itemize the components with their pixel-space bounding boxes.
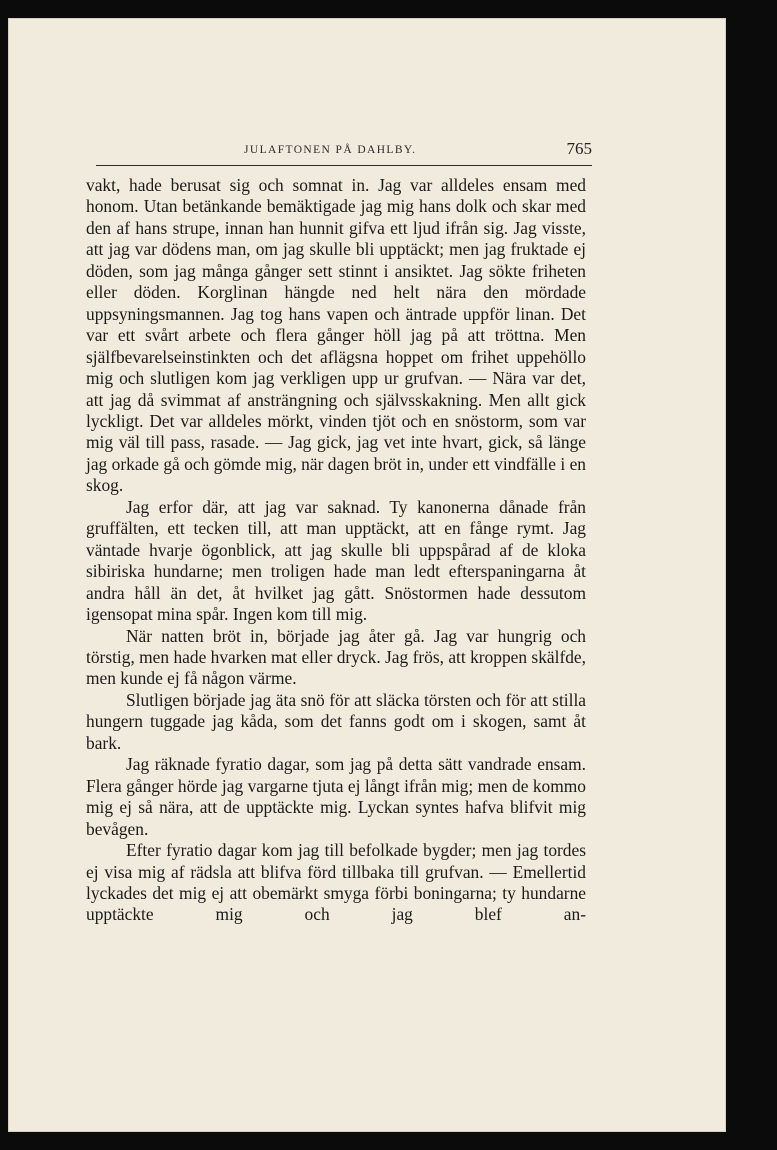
paragraph: vakt, hade berusat sig och somnat in. Jag var alldeles ensam med honom. Utan betänkande bemäktigade jag mig hans dolk och skar med den af hans strupe, innan han hunnit gifva ett ljud ifrån sig. Jag visste, att jag var dödens man, om jag skulle bli upptäckt; men jag fruktade ej döden, som jag många gånger sett stinnt i ansiktet. Jag sökte friheten eller döden. Korglinan hängde ned helt nära den mördade uppsyningsmannen. Jag tog hans vapen och äntrade uppför linan. Det var ett svårt arbete och flera gånger höll jag på att tröttna. Men själfbevarelseinstinkten och det aflägsna hoppet om frihet uppehöllo mig och slutligen kom jag verkligen upp ur grufvan. — Nära var det, att jag då svimmat af ansträngning och självsskakning. Men allt gick lyckligt. Det var alldeles mörkt, vinden tjöt och en snöstorm, som var mig väl till pass, rasade. — Jag gick, jag vet inte hvart, gick, så länge jag orkade gå och gömde mig, när dagen bröt in, under ett vindfälle i en skog. xyxy=(86,175,586,496)
book-page xyxy=(8,18,726,1132)
paragraph: Jag erfor där, att jag var saknad. Ty kanonerna dånade från gruffälten, ett tecken till, att man upptäckt, att en fånge rymt. Jag väntade hvarje ögonblick, att jag skulle bli uppspårad af de kloka sibiriska hundarne; men troligen hade man ledt efterspaningarna åt andra håll än det, åt hvilket jag gått. Snöstormen hade dessutom igensopat mina spår. Ingen kom till mig. xyxy=(86,496,586,625)
paragraph: Slutligen började jag äta snö för att släcka törsten och för att stilla hungern tuggade jag kåda, som det fanns godt om i skogen, samt åt bark. xyxy=(86,689,586,753)
paragraph: Jag räknade fyratio dagar, som jag på detta sätt vandrade ensam. Flera gånger hörde jag vargarne tjuta ej långt ifrån mig; men de kommo mig ej så nära, att de upptäckte mig. Lyckan syntes hafva blifvit mig bevågen. xyxy=(86,754,586,839)
running-title: JULAFTONEN PÅ DAHLBY. xyxy=(244,144,417,156)
page-number: 765 xyxy=(566,139,592,158)
page-header xyxy=(96,130,592,160)
paragraph: Efter fyratio dagar kom jag till befolkade bygder; men jag tordes ej visa mig af rädsla att blifva förd tillbaka till grufvan. — Emellertid lyckades det mig ej att obemärkt smyga förbi boningarna; ty hundarne upptäckte mig och jag blef an- xyxy=(86,840,586,925)
paragraph: När natten bröt in, började jag åter gå. Jag var hungrig och törstig, men hade hvarken mat eller dryck. Jag frös, att kroppen skälfde, men kunde ej få någon värme. xyxy=(86,625,586,689)
header-rule xyxy=(96,165,592,166)
body-text xyxy=(86,175,586,926)
